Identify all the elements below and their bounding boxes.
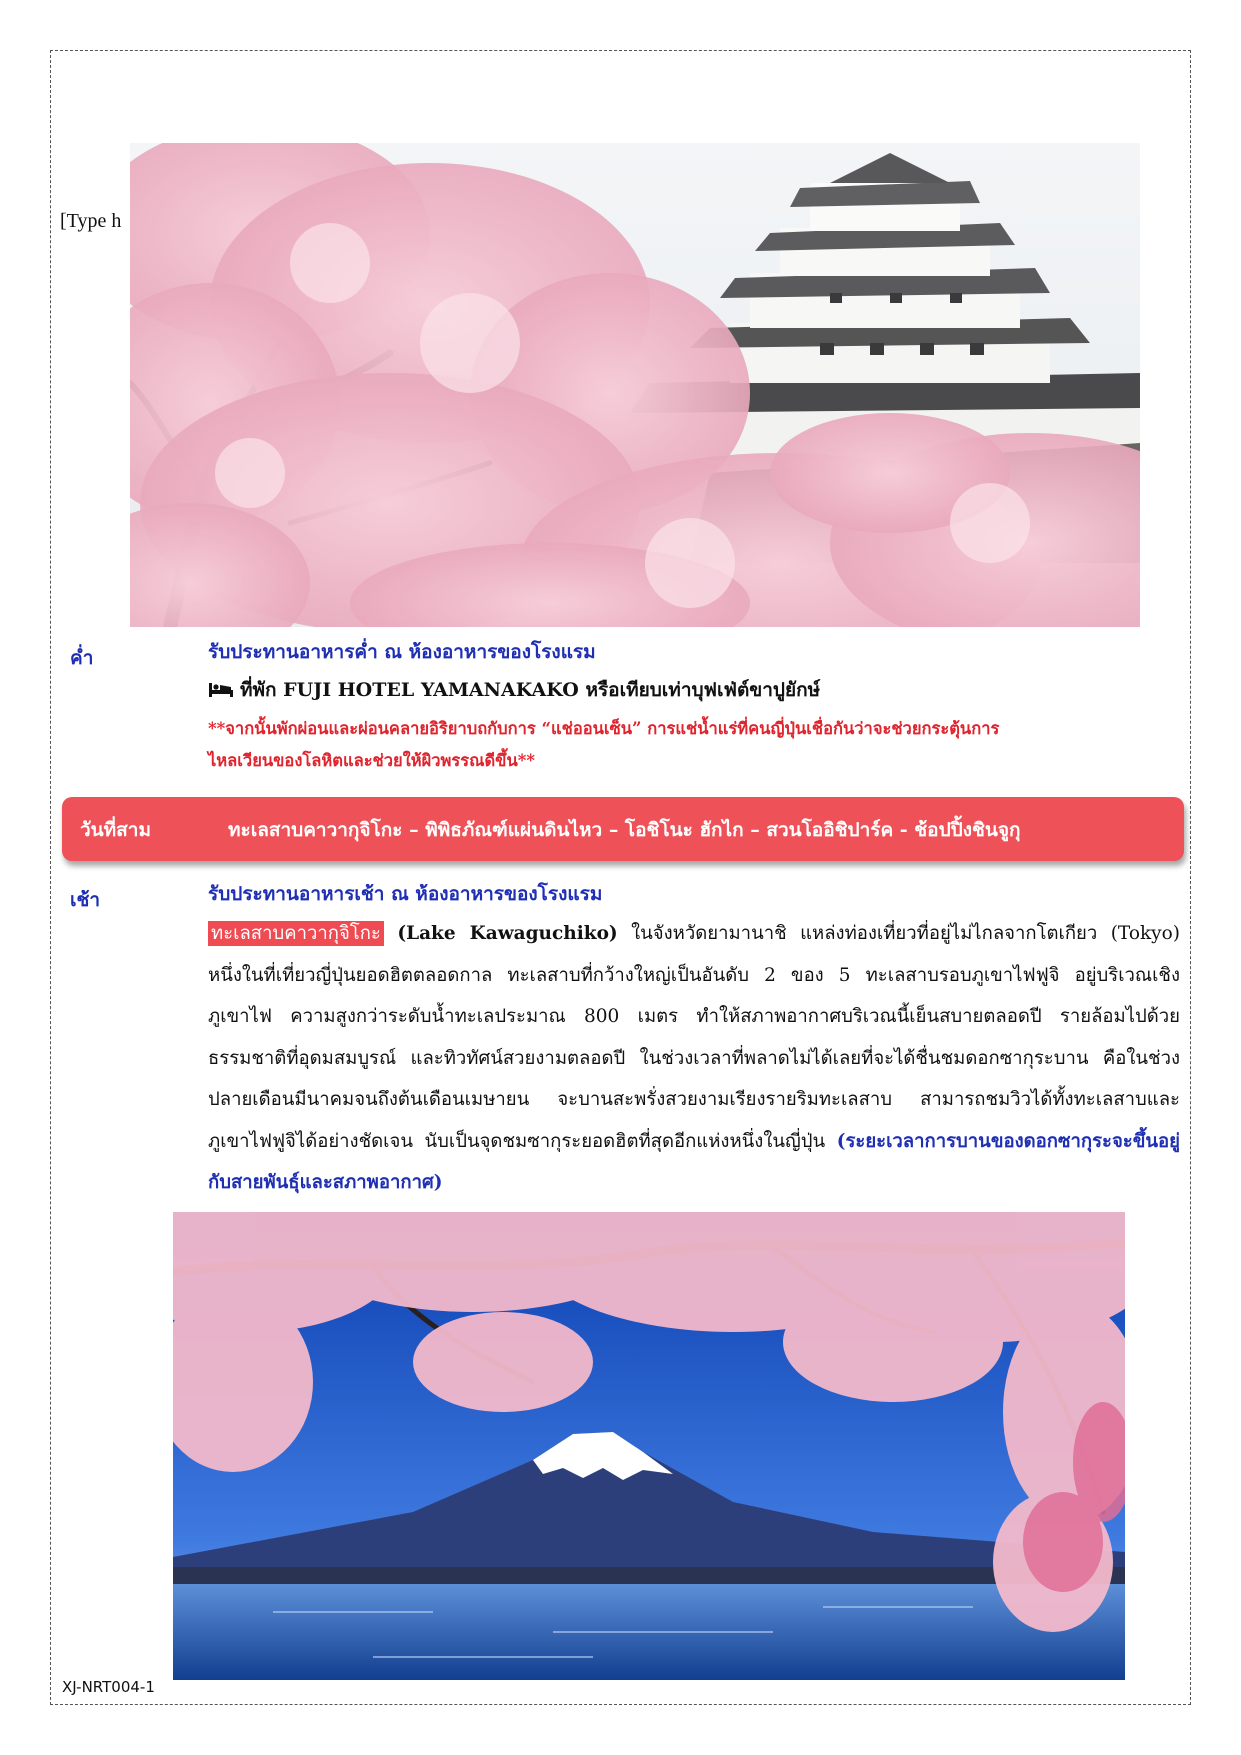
description-body: ในจังหวัดยามานาชิ แหล่งท่องเที่ยวที่อยู่ไม่ไกลจากโตเกียว (Tokyo) หนึ่งในที่เที่ยวญี่ปุ่นยอดฮิตตลอดกาล ทะเลสาบที่กว้างใหญ่เป็นอันดับ 2 ของ 5 ทะเลสาบรอบภูเขาไฟฟูจิ อยู่บริเวณเชิงภูเขาไฟ ความสูงกว่าระดับน้ำทะเลประมาณ 800 เมตร ทำให้สภาพอากาศบริเวณนี้เย็นสบายตลอดปี รายล้อมไปด้วยธรรมชาติที่อุดมสมบูรณ์ และทิวทัศน์สวยงามตลอดปี ในช่วงเวลาที่พลาดไม่ได้เลยที่จะได้ชื่นชมดอกซากุระบาน คือในช่วงปลายเดือนมีนาคมจนถึงต้นเดือนเมษายน จะบานสะพรั่งสวยงามเรียงรายริมทะเลสาบ สามารถชมวิวได้ทั้งทะเลสาบและภูเขาไฟฟูจิได้อย่างชัดเจน นับเป็นจุดชมซากุระยอดฮิตที่สุดอีกแห่งหนึ่งในญี่ปุ่น bbox=[208, 923, 1180, 1152]
breakfast-meal-text: รับประทานอาหารเช้า ณ ห้องอาหารของโรงแรม bbox=[208, 883, 603, 905]
dinner-meal-text: รับประทานอาหารค่ำ ณ ห้องอาหารของโรงแรม bbox=[208, 641, 596, 663]
dinner-label: ค่ำ bbox=[70, 647, 94, 669]
bloom-note: (ระยะเวลาการบานของดอกซากุระจะขึ้นอยู่กับสายพันธุ์และสภาพอากาศ) bbox=[208, 1130, 1180, 1193]
fuji-lake-photo bbox=[173, 1212, 1125, 1680]
header-placeholder-text: [Type h bbox=[60, 210, 122, 232]
highlight-lake-name: ทะเลสาบคาวากุจิโกะ bbox=[208, 921, 384, 946]
day-route: ทะเลสาบคาวากุจิโกะ – พิพิธภัณฑ์แผ่นดินไหว – โอชิโนะ ฮักไก – สวนโออิชิปาร์ค - ช้อปปิ้งชินจูกุ bbox=[228, 819, 1021, 841]
day-label: วันที่สาม bbox=[80, 819, 151, 841]
tour-code-footer: XJ-NRT004-1 bbox=[62, 1678, 155, 1696]
hotel-bed-icon bbox=[208, 681, 234, 699]
hotel-text: ที่พัก FUJI HOTEL YAMANAKAKO หรือเทียบเท่าบุฟเฟ่ต์ขาปูยักษ์ bbox=[240, 679, 821, 701]
onsen-note-line2: ไหลเวียนของโลหิตและช่วยให้ผิวพรรณดีขึ้น** bbox=[208, 751, 535, 770]
castle-cherry-blossom-photo bbox=[130, 143, 1140, 627]
hotel-line bbox=[208, 677, 820, 704]
day-banner bbox=[62, 797, 1184, 861]
lake-english-name: (Lake Kawaguchiko) bbox=[397, 923, 618, 944]
kawaguchiko-description bbox=[208, 913, 1180, 1204]
onsen-note-line1: **จากนั้นพักผ่อนและผ่อนคลายอิริยาบถกับการ “แช่ออนเซ็น” การแช่น้ำแร่ที่คนญี่ปุ่นเชื่อกันว่าจะช่วยกระตุ้นการ bbox=[208, 719, 1000, 738]
breakfast-label: เช้า bbox=[70, 889, 101, 911]
